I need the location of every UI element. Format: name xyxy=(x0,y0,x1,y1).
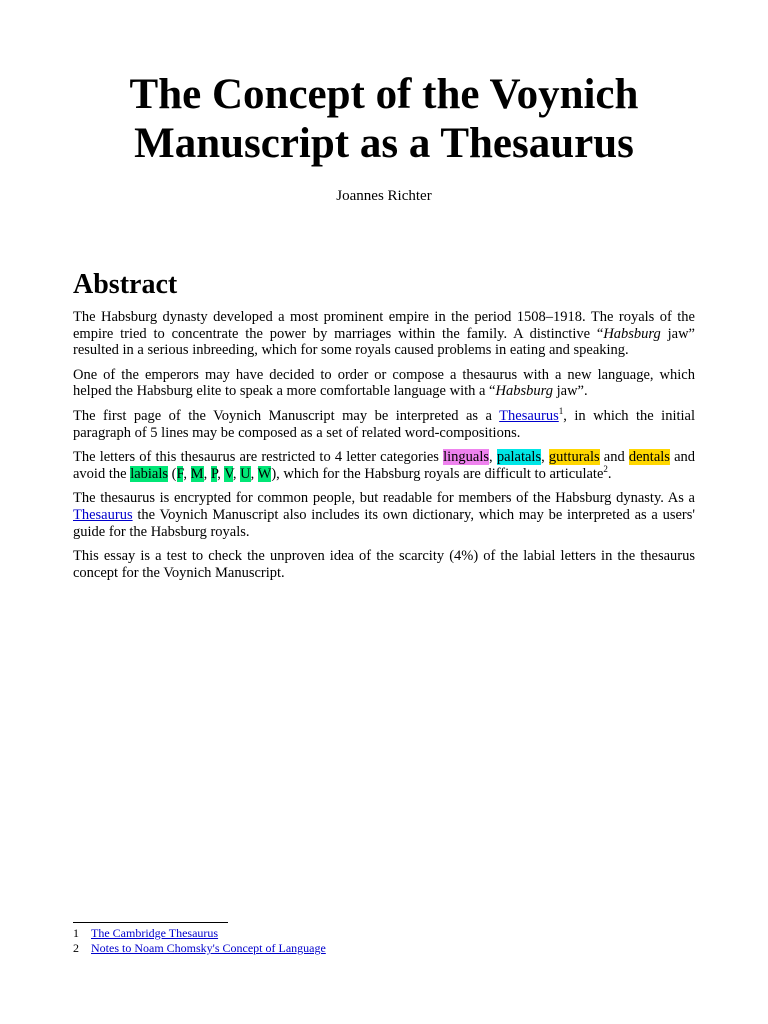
abstract-heading: Abstract xyxy=(73,269,178,300)
footnote-link-cambridge-thesaurus[interactable]: The Cambridge Thesaurus xyxy=(91,926,219,940)
text-run: The first page of the Voynich Manuscript may be interpreted as a xyxy=(73,407,500,424)
thesaurus-link[interactable]: Thesaurus xyxy=(73,506,133,523)
footnote-item xyxy=(73,941,326,956)
author-name: Joannes Richter xyxy=(336,188,432,204)
footnote-divider xyxy=(73,922,228,923)
text-run: , in which the initial paragraph of 5 lines may be composed as a set of related word-compositions. xyxy=(73,407,695,441)
separator: , xyxy=(203,465,211,482)
paragraph-4 xyxy=(73,449,695,482)
highlight-gutturals: gutturals xyxy=(548,449,600,466)
abstract-body xyxy=(73,309,695,589)
paragraph-6: This essay is a test to check the unproven idea of the scarcity (4%) of the labial letters in the thesaurus concept for the Voynich Manuscript. xyxy=(73,548,695,581)
text-run: The Habsburg dynasty developed a most prominent empire in the period 1508–1918. The royals of the empire tried to concentrate the power by marriages within the family. A distinctive “ xyxy=(73,309,695,342)
text-run: and xyxy=(599,449,629,466)
text-run: and avoid the xyxy=(73,449,696,482)
text-run: jaw”. xyxy=(552,383,588,400)
text-run: , xyxy=(541,449,549,466)
paragraph-1 xyxy=(73,309,695,359)
highlight-letter-v: V xyxy=(224,465,233,482)
separator: , xyxy=(217,465,225,482)
separator: , xyxy=(250,465,258,482)
emphasis: Habsburg xyxy=(495,383,553,400)
text-run: The letters of this thesaurus are restricted to 4 letter categories xyxy=(73,449,444,466)
text-run: The thesaurus is encrypted for common people, but readable for members of the Habsburg dynasty. As a xyxy=(73,490,695,507)
document-title: The Concept of the Voynich Manuscript as a Thesaurus xyxy=(129,71,639,167)
separator: , xyxy=(232,465,241,482)
separator: , xyxy=(183,465,191,482)
paragraph-3 xyxy=(73,408,695,441)
text-run: the Voynich Manuscript also includes its own dictionary, which may be interpreted as a users' guide for the Habsburg royals. xyxy=(73,506,695,540)
highlight-letter-w: W xyxy=(257,465,272,482)
thesaurus-link[interactable]: Thesaurus xyxy=(499,407,559,424)
text-run: . xyxy=(607,465,612,482)
text-run: jaw” resulted in a serious inbreeding, which for some royals caused problems in eating and speaking. xyxy=(73,325,695,359)
footnote-ref-1[interactable]: 1 xyxy=(558,406,564,417)
text-run: One of the emperors may have decided to order or compose a thesaurus with a new language, which helped the Habsburg elite to speak a more comfortable language with a “ xyxy=(73,366,695,400)
paragraph-5 xyxy=(73,490,695,540)
footnotes xyxy=(73,926,326,956)
highlight-linguals: linguals xyxy=(443,449,490,466)
highlight-letter-u: U xyxy=(240,465,251,482)
emphasis: Habsburg xyxy=(603,325,661,342)
footnote-item xyxy=(73,926,326,941)
highlight-palatals: palatals xyxy=(496,449,542,466)
footnote-number: 1 xyxy=(73,926,79,940)
text-run: ), which for the Habsburg royals are difficult to articulate xyxy=(271,465,604,482)
footnote-link-chomsky-notes[interactable]: Notes to Noam Chomsky's Concept of Language xyxy=(91,941,326,955)
text-run: ( xyxy=(168,465,177,482)
text-run: , xyxy=(489,449,497,466)
footnote-number: 2 xyxy=(73,941,79,955)
paragraph-2 xyxy=(73,367,695,400)
highlight-letter-p: P xyxy=(210,465,218,482)
highlight-letter-f: F xyxy=(176,465,184,482)
highlight-dentals: dentals xyxy=(628,449,670,466)
footnote-ref-2[interactable]: 2 xyxy=(603,463,608,474)
highlight-letter-m: M xyxy=(190,465,204,482)
highlight-labials: labials xyxy=(130,465,169,482)
